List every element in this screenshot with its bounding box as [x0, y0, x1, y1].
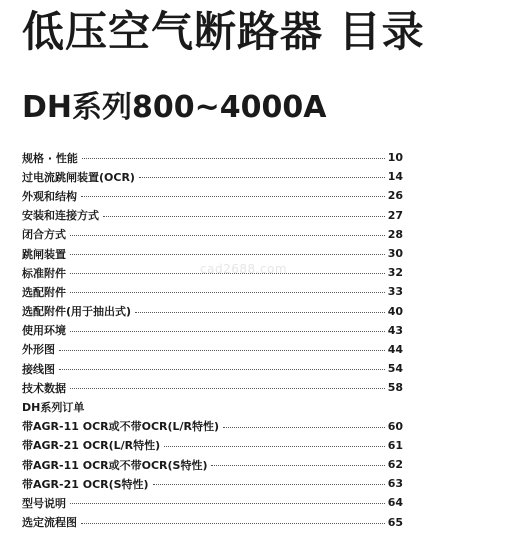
dot-leader	[82, 158, 385, 159]
toc-section-label: DH系列订单	[22, 401, 85, 415]
toc-page-number: 27	[387, 208, 403, 222]
catalog-title: 低压空气断路器 目录	[22, 7, 425, 56]
toc-entry-label: 带AGR-11 OCR或不带OCR(L/R特性)	[22, 420, 220, 434]
dot-leader	[139, 177, 385, 178]
toc-entry-label: 安装和连接方式	[22, 209, 99, 223]
toc-entry-label: 接线图	[22, 362, 55, 376]
toc-page-number: 58	[387, 381, 403, 395]
toc-entry-label: 带AGR-21 OCR(L/R特性)	[22, 439, 161, 453]
toc-page-number: 63	[387, 477, 403, 491]
watermark: cad2688.com	[200, 262, 288, 276]
toc-entry-trip-device[interactable]	[22, 244, 403, 263]
toc-entry-specifications[interactable]	[22, 148, 403, 167]
toc-page-number: 62	[387, 458, 403, 472]
toc-page-number: 26	[387, 189, 403, 203]
dot-leader	[59, 369, 385, 370]
dot-leader	[135, 312, 385, 313]
dot-leader	[70, 388, 385, 389]
dot-leader	[70, 331, 385, 332]
toc-page-number: 43	[387, 323, 403, 337]
toc-section-heading-orders	[22, 397, 403, 416]
toc-entry-order-agr21-s[interactable]	[22, 474, 403, 493]
dot-leader	[70, 254, 385, 255]
dot-leader	[223, 427, 385, 428]
toc-entry-label: 闭合方式	[22, 228, 66, 242]
toc-page-number: 30	[387, 247, 403, 261]
dot-leader	[153, 484, 385, 485]
toc-entry-label: 带AGR-11 OCR或不带OCR(S特性)	[22, 458, 208, 472]
toc-entry-standard-accessories[interactable]	[22, 263, 403, 282]
dot-leader	[59, 350, 385, 351]
toc-entry-appearance-structure[interactable]	[22, 186, 403, 205]
dot-leader	[81, 196, 385, 197]
toc-entry-label: 型号说明	[22, 496, 66, 510]
dot-leader	[70, 503, 385, 504]
toc-entry-outline-drawings[interactable]	[22, 340, 403, 359]
toc-page-number: 60	[387, 419, 403, 433]
toc-page-number: 32	[387, 266, 403, 280]
dot-leader	[211, 465, 384, 466]
toc-page-number: 40	[387, 304, 403, 318]
toc-entry-label: 外观和结构	[22, 189, 77, 203]
dot-leader	[103, 216, 385, 217]
toc-entry-label: 过电流跳闸装置(OCR)	[22, 170, 135, 184]
toc-entry-model-description[interactable]	[22, 493, 403, 512]
toc-entry-optional-accessories-drawout[interactable]	[22, 302, 403, 321]
toc-entry-technical-data[interactable]	[22, 378, 403, 397]
toc-page-number: 44	[387, 342, 403, 356]
toc-page-number: 61	[387, 438, 403, 452]
toc-entry-order-agr21-lr[interactable]	[22, 436, 403, 455]
toc-page-number: 54	[387, 362, 403, 376]
toc-entry-label: 标准附件	[22, 266, 66, 280]
toc-page-number: 10	[387, 151, 403, 165]
table-of-contents	[22, 148, 403, 532]
toc-page-number: 14	[387, 170, 403, 184]
toc-page-number: 64	[387, 496, 403, 510]
toc-entry-label: 规格 · 性能	[22, 151, 78, 165]
toc-page-number: 33	[387, 285, 403, 299]
toc-entry-label: 外形图	[22, 343, 55, 357]
toc-entry-closing-method[interactable]	[22, 225, 403, 244]
toc-entry-label: 选配附件	[22, 285, 66, 299]
dot-leader	[164, 446, 385, 447]
toc-entry-label: 选定流程图	[22, 516, 77, 530]
toc-page-number: 65	[387, 515, 403, 529]
dot-leader	[70, 235, 385, 236]
dot-leader	[81, 523, 385, 524]
toc-entry-label: 使用环境	[22, 324, 66, 338]
dot-leader	[70, 273, 385, 274]
toc-entry-selection-flowchart[interactable]	[22, 513, 403, 532]
toc-entry-order-agr11-s[interactable]	[22, 455, 403, 474]
toc-entry-label: 跳闸装置	[22, 247, 66, 261]
toc-entry-order-agr11-lr[interactable]	[22, 417, 403, 436]
toc-entry-label: 选配附件(用于抽出式)	[22, 305, 132, 319]
toc-page-number: 28	[387, 227, 403, 241]
toc-entry-optional-accessories[interactable]	[22, 282, 403, 301]
toc-entry-installation[interactable]	[22, 206, 403, 225]
toc-entry-environment[interactable]	[22, 321, 403, 340]
toc-entry-ocr[interactable]	[22, 167, 403, 186]
dot-leader	[70, 292, 385, 293]
toc-entry-label: 带AGR-21 OCR(S特性)	[22, 477, 149, 491]
toc-entry-label: 技术数据	[22, 381, 66, 395]
series-subtitle: DH系列800~4000A	[22, 90, 327, 125]
toc-entry-wiring-diagrams[interactable]	[22, 359, 403, 378]
